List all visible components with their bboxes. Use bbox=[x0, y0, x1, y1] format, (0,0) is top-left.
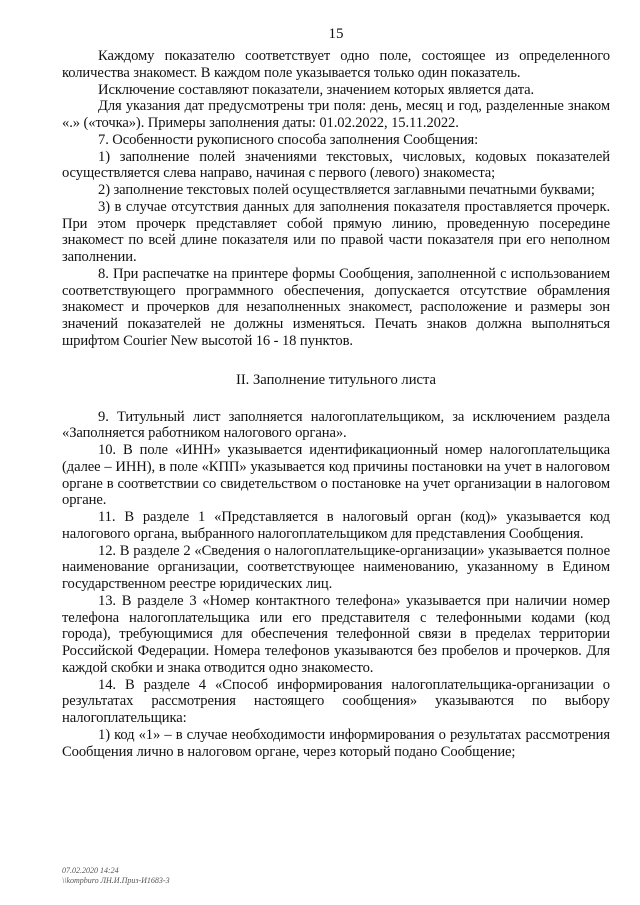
paragraph-item-7-2: 2) заполнение текстовых полей осуществляется заглавными печатными буквами; bbox=[98, 182, 595, 198]
paragraph-item-14-1: 1) код «1» – в случае необходимости информирования о результатах рассмотрения Сообщения лично в налоговом органе, через который подано Сообщение; bbox=[62, 726, 610, 760]
paragraph-fields-count: Каждому показателю соответствует одно поле, состоящее из определенного количества знакомест. В каждом поле указывается только один показатель. bbox=[62, 48, 610, 81]
paragraph-item-7-1: 1) заполнение полей значениями текстовых, числовых, кодовых показателей осуществляется слева направо, начиная с первого (левого) знакоместа; bbox=[62, 148, 610, 182]
paragraph-item-7: 7. Особенности рукописного способа заполнения Сообщения: bbox=[98, 131, 479, 148]
section-title: II. Заполнение титульного листа bbox=[235, 371, 437, 388]
paragraph-item-13: 13. В разделе 3 «Номер контактного телефона» указывается при наличии номер телефона налогоплательщика или его представителя с телефонными кодами (код города), требующимися для обеспечения телефонной связи в пределах территории Российской Федерации. Номера телефонов указываются без пробелов и прочерков. Для каждой скобки и знака отводится одно знакоместо. bbox=[62, 592, 610, 676]
paragraph-date-format: Для указания дат предусмотрены три поля: день, месяц и год, разделенные знаком «.» («точка»). Примеры заполнения даты: 01.02.2022, 15.11.2022. bbox=[62, 98, 610, 131]
paragraph-item-14: 14. В разделе 4 «Способ информирования налогоплательщика-организации о результатах рассмотрения настоящего сообщения» указываются по выбору налогоплательщика: bbox=[62, 676, 610, 726]
document-page bbox=[62, 24, 610, 760]
footer-file-path: \\kompburo ЛН.И.Приз-И1683-3 bbox=[62, 876, 170, 885]
paragraph-item-9: 9. Титульный лист заполняется налогоплательщиком, за исключением раздела «Заполняется работником налогового органа». bbox=[62, 408, 610, 442]
paragraph-item-12: 12. В разделе 2 «Сведения о налогоплательщике-организации» указывается полное наименование организации, соответствующее наименованию, указанному в Едином государственном реестре юридических лиц. bbox=[62, 542, 610, 592]
paragraph-item-11: 11. В разделе 1 «Представляется в налоговый орган (код)» указывается код налогового органа, выбранного налогоплательщиком для представления Сообщения. bbox=[62, 509, 610, 542]
paragraph-date-exception: Исключение составляют показатели, значением которых является дата. bbox=[98, 81, 535, 98]
paragraph-item-8: 8. При распечатке на принтере формы Сообщения, заполненной с использованием соответствующего программного обеспечения, допускается отсутствие обрамления знакомест и прочерков для незаполненных знакомест, расположение и размеры зон значений показателей не должны изменяться. Печать знаков должна выполняться шрифтом Courier New высотой 16 - 18 пунктов. bbox=[62, 265, 610, 349]
footer-timestamp: 07.02.2020 14:24 bbox=[62, 866, 119, 875]
page-number: 15 bbox=[328, 26, 344, 42]
paragraph-item-10: 10. В поле «ИНН» указывается идентификационный номер налогоплательщика (далее – ИНН), в поле «КПП» указывается код причины постановки на учет в налоговом органе в соответствии со свидетельством о постановке на учет организации в налоговом органе. bbox=[62, 442, 610, 509]
paragraph-item-7-3: 3) в случае отсутствия данных для заполнения показателя проставляется прочерк. При этом прочерк представляет собой прямую линию, проведенную посередине знакомест по всей длине показателя или по правой части показателя при его неполном заполнении. bbox=[62, 198, 610, 265]
document-footer bbox=[62, 866, 170, 886]
